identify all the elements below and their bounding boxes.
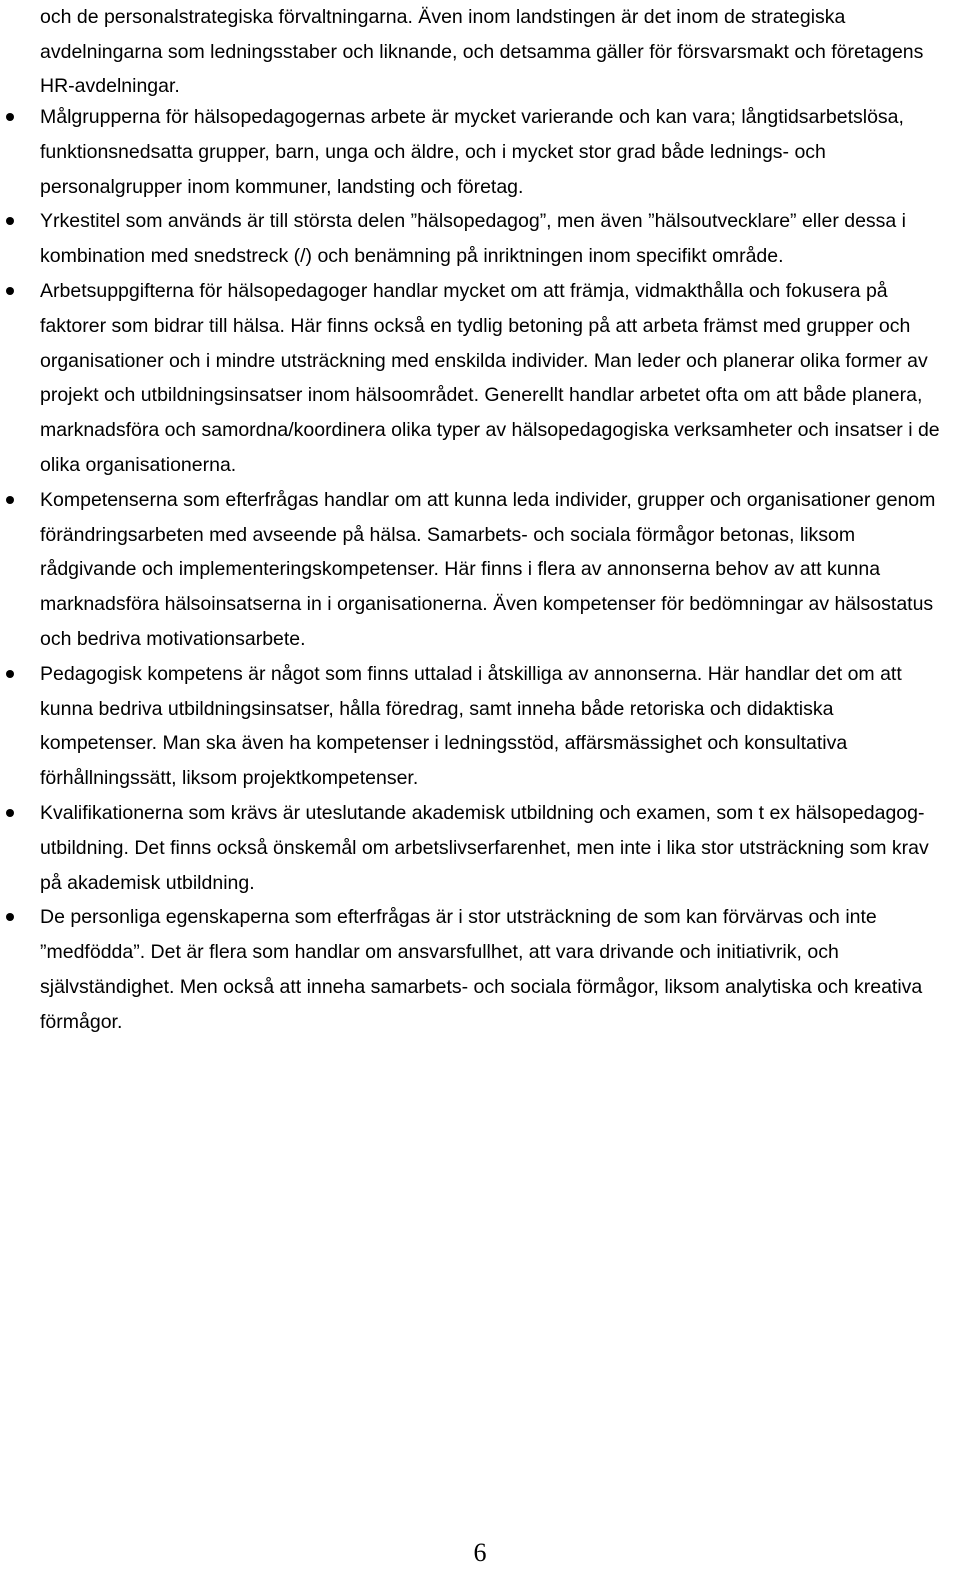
bullet-text: Yrkestitel som används är till största delen ”hälsopedagog”, men även ”hälsoutvecklare” eller dessa i kombination med snedstreck (/) och benämning på inriktningen inom specifikt område. bbox=[40, 210, 907, 268]
bullet-text: Kompetenserna som efterfrågas handlar om att kunna leda individer, grupper och organisationer genom förändringsarbeten med avseende på hälsa. Samarbets- och sociala förmågor betonas, liksom rådgivande och implementeringskompetenser. Här finns i flera av annonserna behov av att kunna marknadsföra hälsoinsatserna in i organisationerna. Även kompetenser för bedömningar av hälsostatus och bedriva motivationsarbete. bbox=[40, 488, 936, 650]
bullet-dot-icon bbox=[6, 217, 14, 225]
bullet-item-personliga-egenskaper bbox=[0, 900, 940, 1039]
bullet-item-kvalifikationer bbox=[0, 796, 940, 900]
bullet-item-kompetenser bbox=[0, 483, 940, 657]
bullet-list bbox=[0, 100, 960, 1040]
bullet-text: De personliga egenskaperna som efterfrågas är i stor utsträckning de som kan förvärvas och inte ”medfödda”. Det är flera som handlar om ansvarsfullhet, att vara drivande och initiativrik, och självständighet. Men också att inneha samarbets- och sociala förmågor, liksom analytiska och kreativa förmågor. bbox=[40, 906, 923, 1033]
bullet-item-pedagogisk-kompetens bbox=[0, 657, 940, 796]
bullet-dot-icon bbox=[6, 913, 14, 921]
bullet-text: Målgrupperna för hälsopedagogernas arbete är mycket varierande och kan vara; långtidsarbetslösa, funktionsnedsatta grupper, barn, unga och äldre, och i mycket stor grad både lednings- och personalgrupper inom kommuner, landsting och företag. bbox=[40, 106, 904, 198]
bullet-dot-icon bbox=[6, 670, 14, 678]
bullet-text: Arbetsuppgifterna för hälsopedagoger handlar mycket om att främja, vidmakthålla och fokusera på faktorer som bidrar till hälsa. Här finns också en tydlig betoning på att arbeta främst med grupper och organisationer och i mindre utsträckning med enskilda individer. Man leder och planerar olika former av projekt och utbildningsinsatser inom hälsoområdet. Generellt handlar arbetet ofta om att både planera, marknadsföra och samordna/koordinera olika typer av hälsopedagogiska verksamheter och insatser i de olika organisationerna. bbox=[40, 279, 940, 476]
bullet-text: Kvalifikationerna som krävs är uteslutande akademisk utbildning och examen, som t ex hälsopedagog-utbildning. Det finns också önskemål om arbetslivserfarenhet, men inte i lika stor utsträckning som krav på akademisk utbildning. bbox=[40, 801, 929, 894]
page-number: 6 bbox=[473, 1538, 487, 1567]
bullet-dot-icon bbox=[6, 287, 14, 295]
bullet-dot-icon bbox=[6, 809, 14, 817]
bullet-dot-icon bbox=[6, 496, 14, 504]
bullet-text: Pedagogisk kompetens är något som finns uttalad i åtskilliga av annonserna. Här handlar det om att kunna bedriva utbildningsinsatser, hålla föredrag, samt inneha både retoriska och didaktiska kompetenser. Man ska även ha kompetenser i ledningsstöd, affärsmässighet och konsultativa förhållningssätt, liksom projektkompetenser. bbox=[40, 662, 902, 790]
bullet-item-malgrupper bbox=[0, 100, 940, 204]
bullet-dot-icon bbox=[6, 113, 14, 121]
bullet-item-yrkestitel bbox=[0, 204, 940, 274]
intro-paragraph: och de personalstrategiska förvaltningarna. Även inom landstingen är det inom de strategiska avdelningarna som ledningsstaber och liknande, och detsamma gäller för försvarsmakt och företagens HR-avdelningar. bbox=[40, 6, 924, 97]
bullet-item-arbetsuppgifter bbox=[0, 274, 940, 483]
